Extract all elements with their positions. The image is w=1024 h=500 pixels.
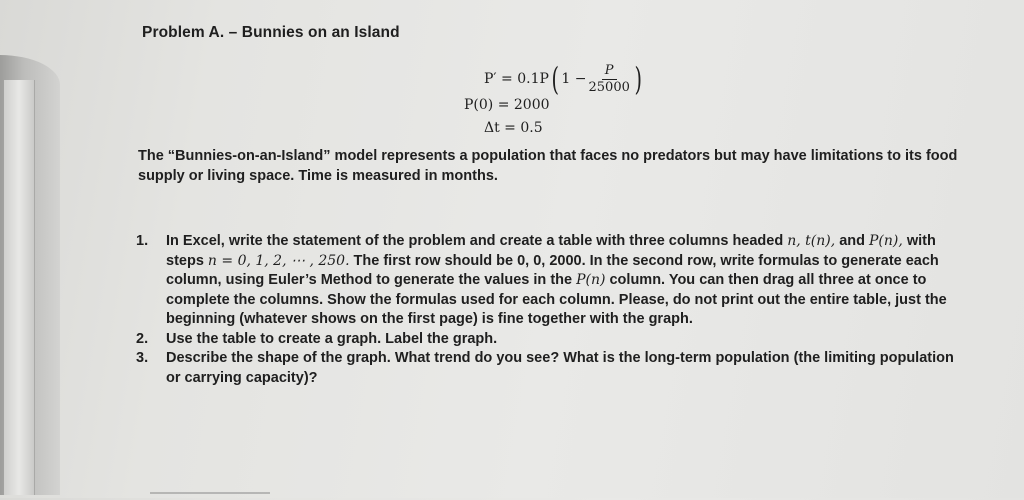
intro-paragraph: The “Bunnies-on-an-Island” model represents a population that faces no predators but may have limitations to its food supply or living space. Time is measured in months.	[138, 148, 958, 184]
item-text: column. You can then drag all three at once to complete the columns. Show the formulas used for each column. Please, do not print out the entire table, just the beginning (whatever shows on the first page) is fine together with the graph.	[166, 272, 947, 327]
item-number: 2.	[136, 330, 149, 347]
item-text: Describe the shape of the graph. What trend do you see? What is the long-term population (the limiting population or carrying capacity)?	[166, 350, 954, 386]
fraction-numerator: P	[602, 63, 617, 80]
math-inline: n = 0, 1, 2, ⋯ , 250.	[207, 252, 350, 269]
math-inline: P(n)	[576, 272, 606, 288]
initial-condition: P(0) = 2000	[464, 97, 550, 113]
differential-equation	[484, 59, 644, 99]
list-item	[130, 330, 970, 350]
item-text: and	[835, 233, 870, 249]
item-number: 1.	[136, 233, 149, 249]
item-text: Use the table to create a graph. Label the graph.	[166, 330, 498, 347]
next-page-edge	[150, 492, 270, 500]
item-number: 3.	[136, 350, 149, 366]
eq1-lhs: P′ = 0.1P	[484, 71, 549, 87]
list-item	[130, 349, 970, 388]
time-step: Δt = 0.5	[484, 120, 543, 136]
math-inline: n, t(n),	[787, 233, 836, 249]
left-paren: (	[551, 60, 559, 98]
fraction-denominator: 25000	[588, 79, 630, 95]
item-text: In Excel, write the statement of the problem and create a table with three columns headed	[166, 233, 788, 249]
eq1-one-minus: 1 −	[561, 71, 587, 87]
task-list	[130, 232, 970, 388]
fraction	[589, 63, 630, 96]
right-paren: )	[634, 60, 642, 98]
problem-title: Problem A. – Bunnies on an Island	[142, 24, 400, 41]
item-text: The first row should be 0, 0, 2000. In the second row, write formulas to generate each column, using Euler’s Method to generate the values in the	[166, 252, 939, 288]
math-inline: P(n),	[869, 233, 903, 249]
item-text: with steps	[166, 233, 936, 269]
list-item	[130, 232, 970, 330]
